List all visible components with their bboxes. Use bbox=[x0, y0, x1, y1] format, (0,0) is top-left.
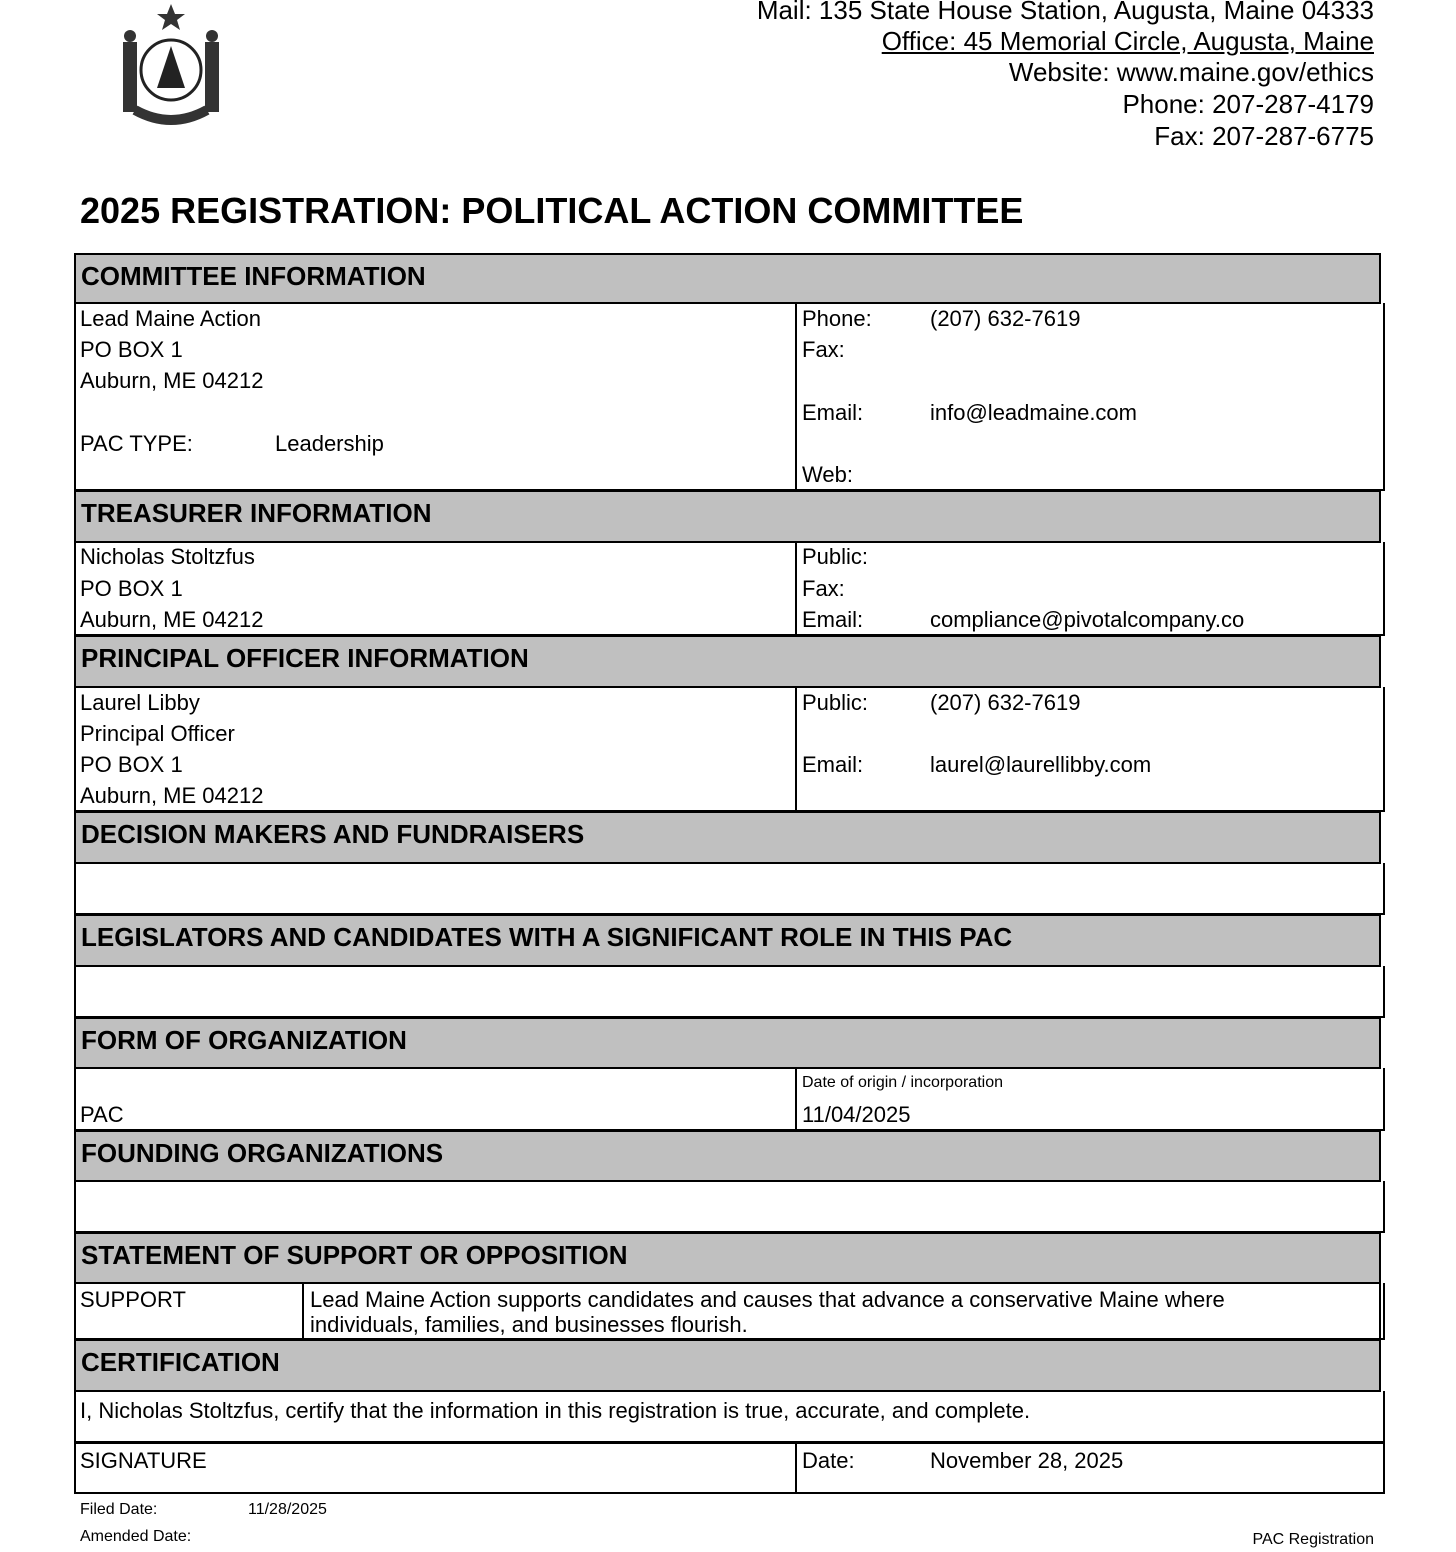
signature-row bbox=[74, 1442, 1385, 1494]
website[interactable]: Website: www.maine.gov/ethics bbox=[1008, 57, 1374, 87]
form-of-organization-heading: FORM OF ORGANIZATION bbox=[74, 1017, 1381, 1069]
statement-heading: STATEMENT OF SUPPORT OR OPPOSITION bbox=[74, 1232, 1381, 1284]
statement-type: SUPPORT bbox=[80, 1287, 186, 1312]
treasurer-section-heading: TREASURER INFORMATION bbox=[74, 490, 1381, 543]
treasurer-fax-label: Fax: bbox=[802, 576, 845, 601]
committee-section-heading: COMMITTEE INFORMATION bbox=[74, 253, 1381, 304]
principal-email-label: Email: bbox=[802, 752, 864, 777]
committee-name: Lead Maine Action bbox=[80, 306, 262, 331]
committee-body bbox=[74, 303, 1385, 491]
certification-statement: I, Nicholas Stoltzfus, certify that the information in this registration is true, accurate, and complete. bbox=[80, 1398, 1031, 1423]
principal-email: laurel@laurellibby.com bbox=[930, 752, 1152, 777]
treasurer-name: Nicholas Stoltzfus bbox=[80, 544, 255, 569]
maine-state-seal-logo bbox=[115, 2, 227, 130]
office-fax: Fax: 207-287-6775 bbox=[1154, 121, 1374, 151]
principal-public: (207) 632-7619 bbox=[930, 690, 1081, 715]
principal-address2: Auburn, ME 04212 bbox=[80, 783, 264, 808]
signature-label: SIGNATURE bbox=[80, 1448, 207, 1473]
principal-body bbox=[74, 687, 1385, 812]
committee-phone-label: Phone: bbox=[802, 306, 872, 331]
amended-date-label: Amended Date: bbox=[80, 1528, 192, 1545]
pac-type-value: Leadership bbox=[275, 431, 384, 456]
committee-address2: Auburn, ME 04212 bbox=[80, 368, 264, 393]
office-phone: Phone: 207-287-4179 bbox=[1122, 89, 1374, 119]
form-of-organization-body bbox=[74, 1068, 1385, 1131]
page-title: 2025 REGISTRATION: POLITICAL ACTION COMMITTEE bbox=[80, 190, 1024, 231]
committee-email: info@leadmaine.com bbox=[930, 400, 1137, 425]
treasurer-public-label: Public: bbox=[802, 544, 869, 569]
treasurer-email: compliance@pivotalcompany.co bbox=[930, 607, 1245, 632]
date-of-origin-label: Date of origin / incorporation bbox=[802, 1074, 1003, 1091]
organization-form: PAC bbox=[80, 1102, 124, 1127]
principal-address1: PO BOX 1 bbox=[80, 752, 183, 777]
committee-phone: (207) 632-7619 bbox=[930, 306, 1081, 331]
statement-text-line1: Lead Maine Action supports candidates and causes that advance a conservative Maine where bbox=[310, 1287, 1225, 1312]
legislators-heading: LEGISLATORS AND CANDIDATES WITH A SIGNIFICANT ROLE IN THIS PAC bbox=[74, 914, 1381, 967]
founding-organizations-heading: FOUNDING ORGANIZATIONS bbox=[74, 1130, 1381, 1182]
committee-email-label: Email: bbox=[802, 400, 864, 425]
treasurer-email-label: Email: bbox=[802, 607, 864, 632]
mail-address: Mail: 135 State House Station, Augusta, Maine 04333 bbox=[756, 0, 1374, 25]
decision-makers-heading: DECISION MAKERS AND FUNDRAISERS bbox=[74, 811, 1381, 864]
legislators-body bbox=[74, 966, 1385, 1018]
principal-section-heading: PRINCIPAL OFFICER INFORMATION bbox=[74, 635, 1381, 688]
founding-organizations-body bbox=[74, 1181, 1385, 1233]
committee-fax-label: Fax: bbox=[802, 337, 845, 362]
committee-web-label: Web: bbox=[802, 462, 853, 487]
treasurer-address1: PO BOX 1 bbox=[80, 576, 183, 601]
treasurer-address2: Auburn, ME 04212 bbox=[80, 607, 264, 632]
certification-heading: CERTIFICATION bbox=[74, 1339, 1381, 1392]
committee-address1: PO BOX 1 bbox=[80, 337, 183, 362]
filed-date-label: Filed Date: bbox=[80, 1501, 158, 1518]
principal-public-label: Public: bbox=[802, 690, 869, 715]
form-name: PAC Registration bbox=[1252, 1531, 1374, 1548]
decision-makers-body bbox=[74, 863, 1385, 915]
principal-title: Principal Officer bbox=[80, 721, 235, 746]
pac-type-label: PAC TYPE: bbox=[80, 431, 193, 456]
office-address: Office: 45 Memorial Circle, Augusta, Maine bbox=[881, 26, 1374, 56]
date-of-origin: 11/04/2025 bbox=[802, 1102, 911, 1127]
signature-date-label: Date: bbox=[802, 1448, 855, 1473]
statement-text-line2: individuals, families, and businesses flourish. bbox=[310, 1312, 748, 1337]
filed-date: 11/28/2025 bbox=[248, 1501, 327, 1518]
signature-date: November 28, 2025 bbox=[930, 1448, 1124, 1473]
principal-name: Laurel Libby bbox=[80, 690, 200, 715]
